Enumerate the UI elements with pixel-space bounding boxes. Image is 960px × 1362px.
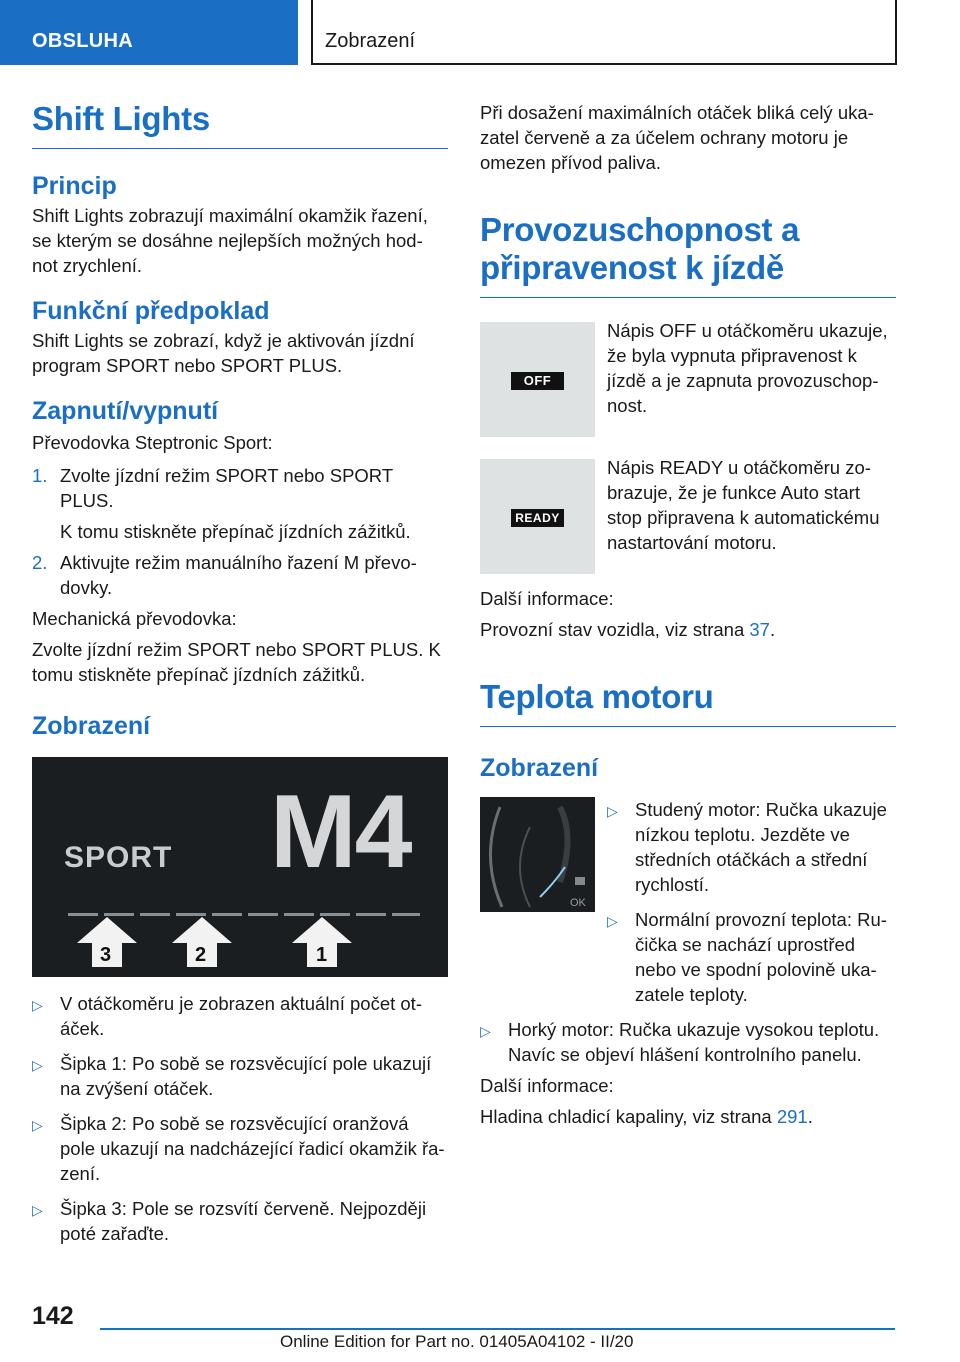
figure-gear-label: M4 bbox=[270, 774, 411, 890]
step-1-text: Zvolte jízdní režim SPORT nebo SPORT PLUS. bbox=[60, 465, 393, 511]
princip-text: Shift Lights zobrazují maximální okamžik řazení, se kterým se dosáhne nejlepších možných hod-not zrychlení. bbox=[32, 205, 428, 276]
triangle-bullet-icon: ▷ bbox=[607, 913, 618, 929]
ready-display-image bbox=[480, 459, 595, 574]
bullet-text: Šipka 3: Pole se rozsvítí červeně. Nejpozději poté zařaďte. bbox=[60, 1198, 427, 1244]
temp-ok-label: OK bbox=[570, 897, 586, 909]
heading-zapnuti: Zapnutí/vypnutí bbox=[32, 397, 219, 425]
figure-sport-label: SPORT bbox=[64, 841, 173, 874]
list-item bbox=[480, 1017, 896, 1067]
list-item bbox=[32, 1111, 448, 1186]
triangle-bullet-icon: ▷ bbox=[32, 1202, 43, 1218]
bullet-text: Šipka 2: Po sobě se rozsvěcující oranžová pole ukazují na nadcházející řadicí okamžik řa-zení. bbox=[60, 1113, 445, 1184]
step-2-text: Aktivujte režim manuálního řazení M převo-dovky. bbox=[60, 552, 417, 598]
page-number: 142 bbox=[32, 1302, 74, 1330]
bullet-text: Normální provozní teplota: Ru-čička se nachází uprostřed nebo ve spodní polovině uka-zatele teploty. bbox=[635, 909, 887, 1005]
footer-divider bbox=[100, 1328, 895, 1330]
temp-figure-row bbox=[480, 797, 896, 1007]
page-link-37[interactable]: 37 bbox=[749, 619, 770, 640]
triangle-bullet-icon: ▷ bbox=[607, 803, 618, 819]
title-provozuschopnost: Provozuschopnost a připravenost k jízdě bbox=[480, 211, 896, 298]
footer-edition: Online Edition for Part no. 01405A04102 - II/20 bbox=[280, 1332, 634, 1351]
heading-princip: Princip bbox=[32, 172, 117, 200]
title-shift-lights: Shift Lights bbox=[32, 100, 448, 149]
step-1-subtext: K tomu stiskněte přepínač jízdních zážitků. bbox=[60, 521, 411, 542]
list-item bbox=[32, 1051, 448, 1101]
ready-text: Nápis READY u otáčkoměru zo-brazuje, že je funkce Auto start stop připravena k automatickému nastartování motoru. bbox=[607, 457, 880, 553]
arrow-1-label: 1 bbox=[316, 944, 328, 966]
heading-zobrazeni: Zobrazení bbox=[32, 712, 151, 740]
heading-zobrazeni-teplota: Zobrazení bbox=[480, 754, 599, 782]
shift-lights-figure bbox=[32, 757, 448, 977]
off-badge: OFF bbox=[511, 372, 564, 390]
ref-text: Provozní stav vozidla, viz strana bbox=[480, 619, 750, 640]
ready-badge: READY bbox=[511, 509, 564, 527]
more-info-label-2: Další informace: bbox=[480, 1075, 614, 1096]
shift-arrows bbox=[32, 757, 448, 977]
triangle-bullet-icon: ▷ bbox=[480, 1023, 491, 1039]
section-tab bbox=[0, 0, 298, 65]
ref-hladina: Hladina chladicí kapaliny, viz strana 291. bbox=[480, 1106, 813, 1127]
chapter-label: Zobrazení bbox=[325, 30, 416, 52]
step-2-number: 2. bbox=[32, 552, 48, 573]
right-column bbox=[480, 100, 896, 1129]
bullet-text: V otáčkoměru je zobrazen aktuální počet ot-áček. bbox=[60, 993, 422, 1039]
temp-gauge-image bbox=[480, 797, 595, 912]
more-info-label: Další informace: bbox=[480, 588, 614, 609]
list-item bbox=[32, 991, 448, 1041]
list-item bbox=[607, 797, 896, 897]
list-item bbox=[32, 1196, 448, 1246]
shift-bullets bbox=[32, 991, 448, 1246]
section-label: OBSLUHA bbox=[32, 30, 133, 52]
step-2 bbox=[32, 550, 448, 600]
ref-text: Hladina chladicí kapaliny, viz strana bbox=[480, 1106, 777, 1127]
title-teplota: Teplota motoru bbox=[480, 678, 896, 727]
bullet-text: Studený motor: Ručka ukazuje nízkou teplotu. Jezděte ve středních otáčkách a střední rychlostí. bbox=[635, 799, 887, 895]
page-link-291[interactable]: 291 bbox=[776, 1106, 808, 1127]
triangle-bullet-icon: ▷ bbox=[32, 1057, 43, 1073]
chapter-tab bbox=[311, 0, 897, 65]
bullet-text: Horký motor: Ručka ukazuje vysokou teplotu. Navíc se objeví hlášení kontrolního panelu. bbox=[508, 1019, 880, 1065]
bullet-text: Šipka 1: Po sobě se rozsvěcující pole ukazují na zvýšení otáček. bbox=[60, 1053, 432, 1099]
arrow-3-label: 3 bbox=[100, 944, 112, 966]
list-item bbox=[607, 907, 896, 1007]
off-display-image bbox=[480, 322, 595, 437]
temp-bullets bbox=[607, 797, 896, 1007]
mech-label: Mechanická převodovka: bbox=[32, 608, 237, 629]
triangle-bullet-icon: ▷ bbox=[32, 997, 43, 1013]
triangle-bullet-icon: ▷ bbox=[32, 1117, 43, 1133]
mech-text: Zvolte jízdní režim SPORT nebo SPORT PLUS. K tomu stiskněte přepínač jízdních zážitků. bbox=[32, 639, 441, 685]
intro-text: Při dosažení maximálních otáček bliká celý uka-zatel červeně a za účelem ochrany motoru je omezen přívod paliva. bbox=[480, 102, 874, 173]
arrow-2-label: 2 bbox=[195, 944, 207, 966]
ref-provozni-stav: Provozní stav vozidla, viz strana 37. bbox=[480, 619, 776, 640]
ready-figure-row bbox=[480, 459, 896, 574]
step-1-number: 1. bbox=[32, 465, 48, 486]
heading-funkce: Funkční předpoklad bbox=[32, 297, 270, 325]
off-figure-row bbox=[480, 322, 896, 437]
off-text: Nápis OFF u otáčkoměru ukazuje, že byla vypnuta připravenost k jízdě a je zapnuta provozuschop-nost. bbox=[607, 320, 888, 416]
steptronic-label: Převodovka Steptronic Sport: bbox=[32, 432, 273, 453]
funkce-text: Shift Lights se zobrazí, když je aktivován jízdní program SPORT nebo SPORT PLUS. bbox=[32, 330, 415, 376]
step-1 bbox=[32, 463, 448, 544]
left-column bbox=[32, 100, 448, 1246]
